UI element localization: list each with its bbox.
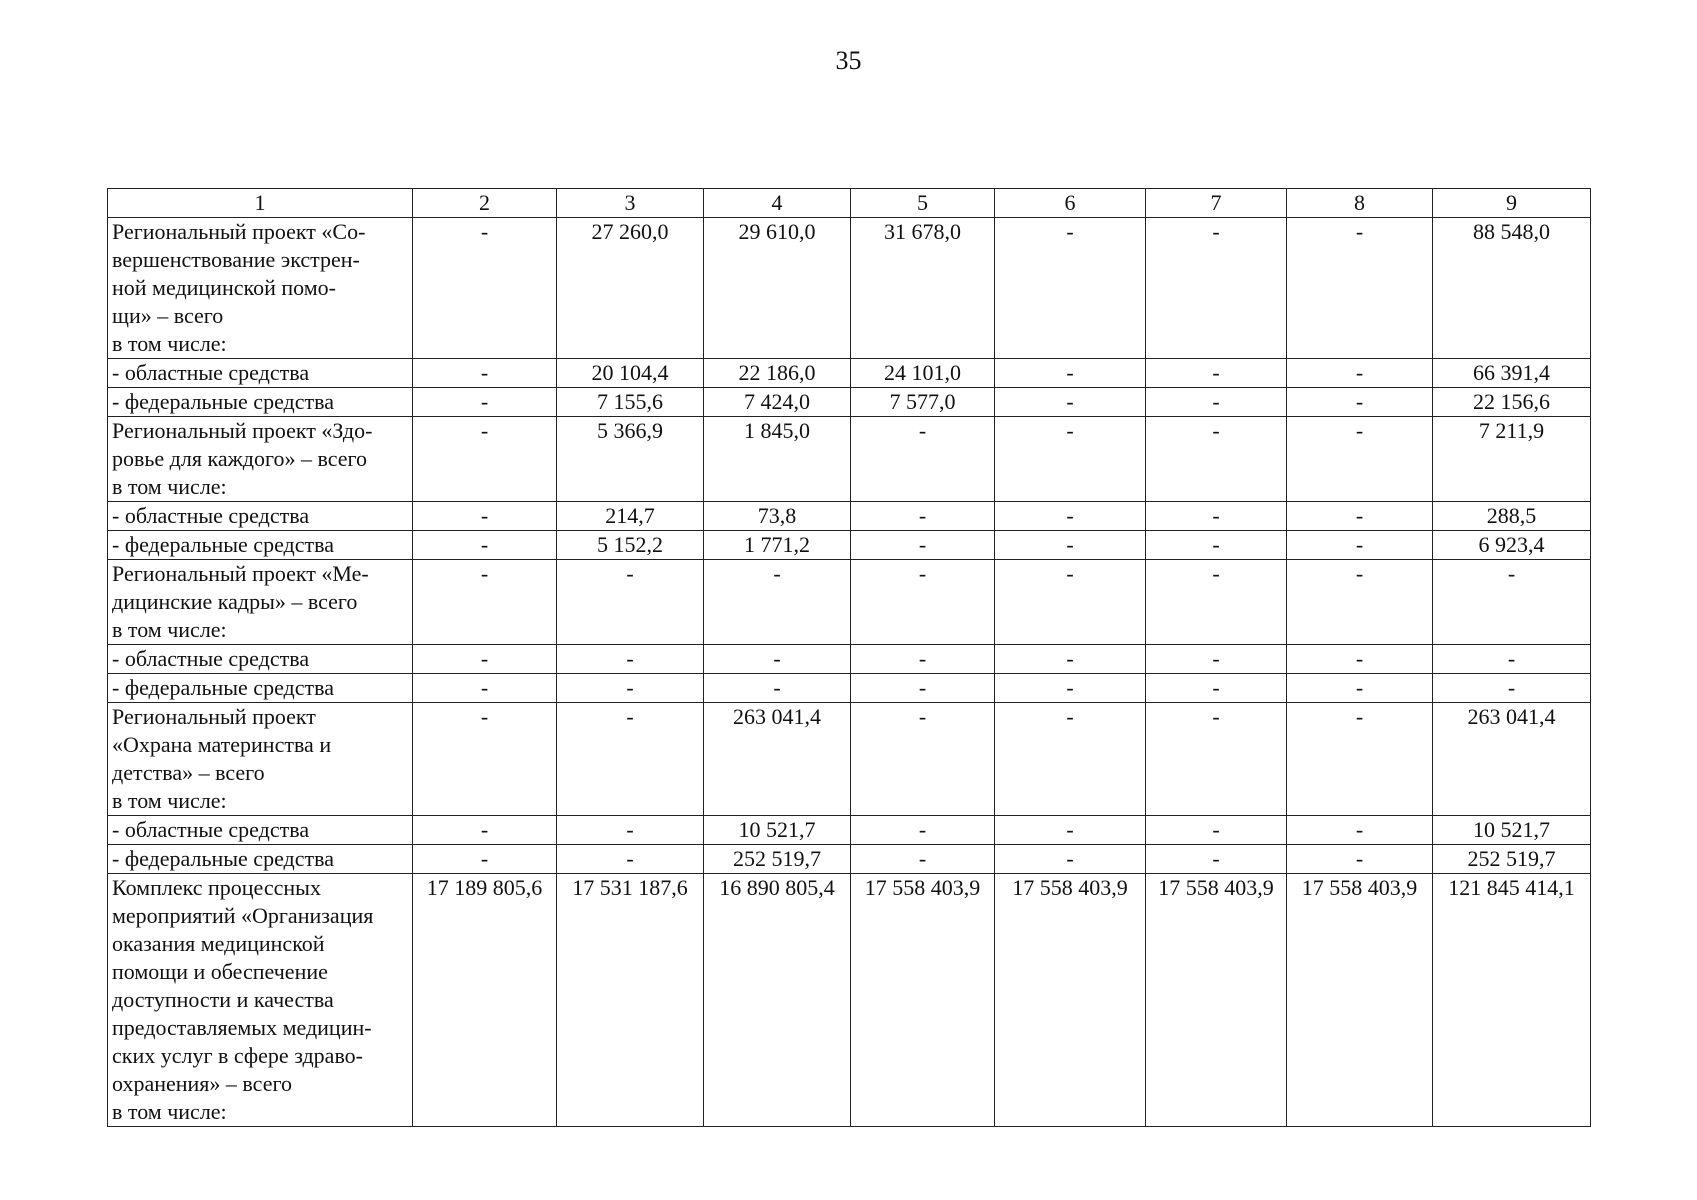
- value-cell: -: [1287, 388, 1433, 417]
- value-cell: -: [413, 417, 557, 502]
- row-label-cell: [108, 816, 413, 845]
- row-label-line: в том числе:: [112, 1099, 227, 1124]
- value-cell: 121 845 414,1: [1433, 874, 1591, 1127]
- value-cell: 5 366,9: [557, 417, 704, 502]
- value-cell: -: [557, 845, 704, 874]
- table-row: [108, 417, 1591, 502]
- value-cell: -: [413, 531, 557, 560]
- row-label-line: детства» – всего: [112, 760, 265, 785]
- value-cell: -: [1146, 560, 1287, 645]
- value-cell: -: [1146, 703, 1287, 816]
- row-label-line: доступности и качества: [112, 987, 334, 1012]
- row-label-cell: [108, 502, 413, 531]
- value-cell: -: [851, 645, 995, 674]
- row-label-line: ских услуг в сфере здраво-: [112, 1043, 364, 1068]
- row-label-line: Комплекс процессных: [112, 875, 321, 900]
- value-cell: -: [1433, 560, 1591, 645]
- value-cell: -: [995, 531, 1146, 560]
- value-cell: -: [1433, 674, 1591, 703]
- value-cell: -: [557, 645, 704, 674]
- value-cell: -: [557, 816, 704, 845]
- value-cell: -: [995, 218, 1146, 359]
- value-cell: -: [704, 560, 851, 645]
- value-cell: 214,7: [557, 502, 704, 531]
- table-row: [108, 645, 1591, 674]
- value-cell: -: [413, 845, 557, 874]
- row-label-line: - федеральные средства: [112, 389, 334, 414]
- value-cell: -: [851, 560, 995, 645]
- value-cell: -: [1146, 218, 1287, 359]
- header-cell: 4: [704, 189, 851, 218]
- row-label-line: - областные средства: [112, 817, 310, 842]
- row-label-cell: [108, 359, 413, 388]
- header-cell: 1: [108, 189, 413, 218]
- value-cell: -: [1287, 703, 1433, 816]
- row-label-line: вершенствование экстрен-: [112, 247, 360, 272]
- value-cell: -: [1433, 645, 1591, 674]
- value-cell: -: [1146, 645, 1287, 674]
- value-cell: 24 101,0: [851, 359, 995, 388]
- row-label-cell: [108, 674, 413, 703]
- value-cell: -: [1146, 417, 1287, 502]
- table-row: [108, 674, 1591, 703]
- table-row: [108, 845, 1591, 874]
- header-cell: 6: [995, 189, 1146, 218]
- row-label-line: - областные средства: [112, 646, 310, 671]
- value-cell: -: [995, 845, 1146, 874]
- page-number: 35: [835, 46, 862, 75]
- row-label-cell: [108, 703, 413, 816]
- value-cell: 17 558 403,9: [1146, 874, 1287, 1127]
- value-cell: -: [1146, 502, 1287, 531]
- row-label-line: «Охрана материнства и: [112, 732, 332, 757]
- value-cell: -: [1146, 816, 1287, 845]
- value-cell: 263 041,4: [704, 703, 851, 816]
- row-label-line: - федеральные средства: [112, 846, 334, 871]
- value-cell: 7 211,9: [1433, 417, 1591, 502]
- value-cell: -: [995, 674, 1146, 703]
- table-row: [108, 388, 1591, 417]
- value-cell: 31 678,0: [851, 218, 995, 359]
- value-cell: -: [704, 674, 851, 703]
- value-cell: -: [1146, 388, 1287, 417]
- value-cell: 20 104,4: [557, 359, 704, 388]
- value-cell: -: [851, 816, 995, 845]
- row-label-line: Региональный проект «Со-: [112, 219, 366, 244]
- header-cell: 5: [851, 189, 995, 218]
- value-cell: -: [557, 560, 704, 645]
- value-cell: -: [413, 703, 557, 816]
- table-row: [108, 359, 1591, 388]
- table-row: [108, 560, 1591, 645]
- row-label-cell: [108, 560, 413, 645]
- value-cell: 66 391,4: [1433, 359, 1591, 388]
- table-row: [108, 816, 1591, 845]
- value-cell: 17 531 187,6: [557, 874, 704, 1127]
- row-label-line: щи» – всего: [112, 303, 224, 328]
- value-cell: -: [995, 502, 1146, 531]
- value-cell: -: [851, 531, 995, 560]
- value-cell: -: [1287, 218, 1433, 359]
- value-cell: 6 923,4: [1433, 531, 1591, 560]
- row-label-line: оказания медицинской: [112, 931, 325, 956]
- row-label-line: Региональный проект «Здо-: [112, 418, 373, 443]
- value-cell: 1 771,2: [704, 531, 851, 560]
- row-label-line: в том числе:: [112, 788, 227, 813]
- value-cell: -: [851, 417, 995, 502]
- row-label-cell: [108, 218, 413, 359]
- table-row: [108, 502, 1591, 531]
- value-cell: 1 845,0: [704, 417, 851, 502]
- value-cell: 17 558 403,9: [1287, 874, 1433, 1127]
- table-row: [108, 703, 1591, 816]
- row-label-line: дицинские кадры» – всего: [112, 589, 358, 614]
- value-cell: -: [851, 703, 995, 816]
- row-label-line: ровье для каждого» – всего: [112, 446, 367, 471]
- value-cell: -: [704, 645, 851, 674]
- header-row: [108, 189, 1591, 218]
- value-cell: -: [413, 560, 557, 645]
- value-cell: 288,5: [1433, 502, 1591, 531]
- budget-table: [107, 188, 1591, 1127]
- value-cell: 7 577,0: [851, 388, 995, 417]
- value-cell: -: [413, 218, 557, 359]
- value-cell: 88 548,0: [1433, 218, 1591, 359]
- value-cell: -: [1287, 845, 1433, 874]
- value-cell: -: [995, 703, 1146, 816]
- value-cell: -: [413, 645, 557, 674]
- row-label-line: - федеральные средства: [112, 675, 334, 700]
- value-cell: 7 424,0: [704, 388, 851, 417]
- row-label-line: - областные средства: [112, 360, 310, 385]
- row-label-line: в том числе:: [112, 331, 227, 356]
- row-label-cell: [108, 531, 413, 560]
- value-cell: 27 260,0: [557, 218, 704, 359]
- value-cell: -: [413, 388, 557, 417]
- value-cell: -: [1146, 845, 1287, 874]
- value-cell: 5 152,2: [557, 531, 704, 560]
- value-cell: -: [413, 359, 557, 388]
- value-cell: -: [413, 674, 557, 703]
- value-cell: -: [995, 388, 1146, 417]
- value-cell: 22 186,0: [704, 359, 851, 388]
- value-cell: 17 189 805,6: [413, 874, 557, 1127]
- value-cell: 22 156,6: [1433, 388, 1591, 417]
- table-row: [108, 531, 1591, 560]
- value-cell: -: [995, 645, 1146, 674]
- value-cell: -: [1287, 359, 1433, 388]
- value-cell: -: [1287, 417, 1433, 502]
- value-cell: -: [413, 502, 557, 531]
- row-label-line: мероприятий «Организация: [112, 903, 374, 928]
- value-cell: -: [1146, 359, 1287, 388]
- value-cell: -: [413, 816, 557, 845]
- value-cell: -: [1146, 531, 1287, 560]
- value-cell: -: [1287, 531, 1433, 560]
- row-label-line: охранения» – всего: [112, 1071, 292, 1096]
- value-cell: -: [557, 703, 704, 816]
- header-cell: 3: [557, 189, 704, 218]
- value-cell: 16 890 805,4: [704, 874, 851, 1127]
- value-cell: -: [995, 417, 1146, 502]
- value-cell: 7 155,6: [557, 388, 704, 417]
- value-cell: 17 558 403,9: [851, 874, 995, 1127]
- value-cell: 263 041,4: [1433, 703, 1591, 816]
- value-cell: -: [851, 674, 995, 703]
- row-label-cell: [108, 645, 413, 674]
- value-cell: 252 519,7: [704, 845, 851, 874]
- row-label-line: ной медицинской помо-: [112, 275, 336, 300]
- header-cell: 2: [413, 189, 557, 218]
- value-cell: -: [557, 674, 704, 703]
- value-cell: -: [1287, 645, 1433, 674]
- value-cell: -: [1146, 674, 1287, 703]
- header-cell: 8: [1287, 189, 1433, 218]
- value-cell: 29 610,0: [704, 218, 851, 359]
- table-row: [108, 874, 1591, 1127]
- row-label-line: помощи и обеспечение: [112, 959, 328, 984]
- row-label-line: - областные средства: [112, 503, 310, 528]
- value-cell: 10 521,7: [1433, 816, 1591, 845]
- value-cell: -: [1287, 502, 1433, 531]
- value-cell: -: [851, 845, 995, 874]
- row-label-cell: [108, 874, 413, 1127]
- row-label-line: - федеральные средства: [112, 532, 334, 557]
- value-cell: 10 521,7: [704, 816, 851, 845]
- value-cell: -: [851, 502, 995, 531]
- value-cell: -: [1287, 560, 1433, 645]
- row-label-cell: [108, 845, 413, 874]
- row-label-line: предоставляемых медицин-: [112, 1015, 372, 1040]
- value-cell: -: [1287, 674, 1433, 703]
- value-cell: 17 558 403,9: [995, 874, 1146, 1127]
- row-label-line: в том числе:: [112, 617, 227, 642]
- value-cell: -: [995, 560, 1146, 645]
- row-label-line: в том числе:: [112, 474, 227, 499]
- row-label-cell: [108, 388, 413, 417]
- value-cell: -: [1287, 816, 1433, 845]
- table-row: [108, 218, 1591, 359]
- value-cell: -: [995, 359, 1146, 388]
- header-cell: 7: [1146, 189, 1287, 218]
- row-label-line: Региональный проект «Ме-: [112, 561, 369, 586]
- value-cell: 252 519,7: [1433, 845, 1591, 874]
- header-cell: 9: [1433, 189, 1591, 218]
- value-cell: -: [995, 816, 1146, 845]
- value-cell: 73,8: [704, 502, 851, 531]
- row-label-line: Региональный проект: [112, 704, 316, 729]
- row-label-cell: [108, 417, 413, 502]
